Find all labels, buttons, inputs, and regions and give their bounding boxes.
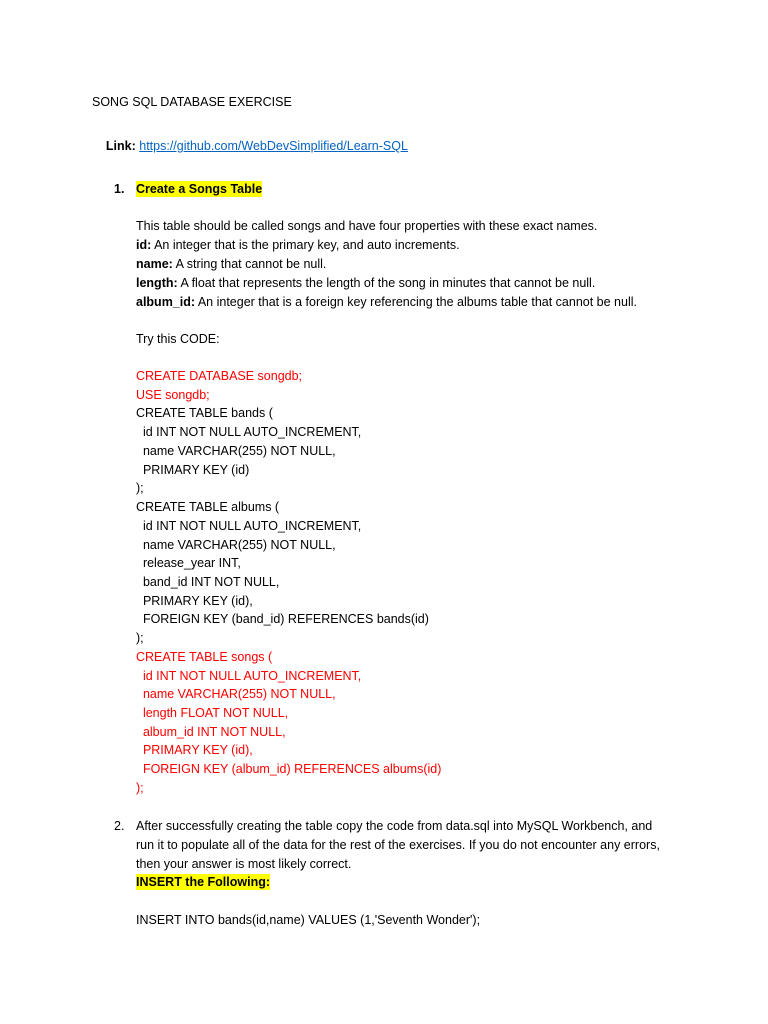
prop-key: id: xyxy=(136,238,152,252)
section1-heading: Create a Songs Table xyxy=(136,182,263,196)
prop-length xyxy=(136,275,595,291)
section2-line: run it to populate all of the data for the rest of the exercises. If you do not encounter any errors, xyxy=(136,838,660,852)
prop-id xyxy=(136,237,460,253)
prop-key: album_id: xyxy=(136,295,196,309)
code-line: FOREIGN KEY (band_id) REFERENCES bands(id) xyxy=(136,612,429,626)
code-line: ); xyxy=(136,631,144,645)
prop-text: A float that represents the length of the song in minutes that cannot be null. xyxy=(177,276,596,290)
code-line: id INT NOT NULL AUTO_INCREMENT, xyxy=(136,425,362,439)
code-line: release_year INT, xyxy=(136,556,241,570)
prop-key: length: xyxy=(136,276,178,290)
try-code-label: Try this CODE: xyxy=(136,332,220,346)
section1-intro: This table should be called songs and have four properties with these exact names. xyxy=(136,219,598,233)
link-line xyxy=(92,122,408,170)
link-label: Link: xyxy=(105,139,136,153)
prop-text: An integer that is the primary key, and auto increments. xyxy=(151,238,460,252)
prop-name xyxy=(136,256,326,272)
prop-text: An integer that is a foreign key referencing the albums table that cannot be null. xyxy=(195,295,637,309)
code-line: name VARCHAR(255) NOT NULL, xyxy=(136,538,336,552)
code-line: PRIMARY KEY (id), xyxy=(136,743,253,757)
section2-number: 2. xyxy=(114,819,125,833)
code-line: FOREIGN KEY (album_id) REFERENCES albums(id) xyxy=(136,762,442,776)
code-line: album_id INT NOT NULL, xyxy=(136,725,286,739)
insert-heading: INSERT the Following: xyxy=(136,875,271,889)
code-line: CREATE TABLE songs ( xyxy=(136,650,273,664)
code-line: CREATE DATABASE songdb; xyxy=(136,369,303,383)
document-title: SONG SQL DATABASE EXERCISE xyxy=(92,95,292,109)
code-line: PRIMARY KEY (id) xyxy=(136,463,250,477)
section2-line: After successfully creating the table copy the code from data.sql into MySQL Workbench, and xyxy=(136,819,653,833)
section2-line: then your answer is most likely correct. xyxy=(136,857,352,871)
code-line: USE songdb; xyxy=(136,388,210,402)
section1-number: 1. xyxy=(114,182,125,196)
code-line: CREATE TABLE albums ( xyxy=(136,500,280,514)
prop-album-id xyxy=(136,294,637,310)
code-line: name VARCHAR(255) NOT NULL, xyxy=(136,444,336,458)
code-line: id INT NOT NULL AUTO_INCREMENT, xyxy=(136,519,362,533)
github-link[interactable]: https://github.com/WebDevSimplified/Learn-SQL xyxy=(139,139,408,153)
insert-code-line: INSERT INTO bands(id,name) VALUES (1,'Seventh Wonder'); xyxy=(136,913,481,927)
code-line: name VARCHAR(255) NOT NULL, xyxy=(136,687,336,701)
code-line: band_id INT NOT NULL, xyxy=(136,575,280,589)
prop-key: name: xyxy=(136,257,173,271)
code-line: PRIMARY KEY (id), xyxy=(136,594,253,608)
code-line: CREATE TABLE bands ( xyxy=(136,406,273,420)
prop-text: A string that cannot be null. xyxy=(172,257,327,271)
code-line: ); xyxy=(136,781,144,795)
code-line: id INT NOT NULL AUTO_INCREMENT, xyxy=(136,669,362,683)
code-line: length FLOAT NOT NULL, xyxy=(136,706,289,720)
code-line: ); xyxy=(136,481,144,495)
